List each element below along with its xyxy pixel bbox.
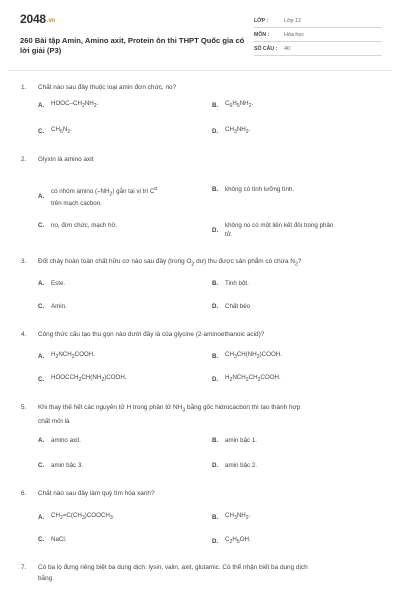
header-divider xyxy=(8,70,392,71)
option-key: A. xyxy=(38,101,45,109)
option-key: D. xyxy=(212,537,219,545)
option-key: C. xyxy=(38,375,45,383)
site-logo[interactable] xyxy=(20,12,55,26)
option-text: $HOOCCH_2CH(NH_2)COOH$. xyxy=(51,374,127,384)
option-text: HOOC–$CH_2NH_2$. xyxy=(51,100,99,110)
option-text: amin bậc 2. xyxy=(225,462,257,469)
answer-option-d[interactable] xyxy=(212,125,382,137)
option-text: NaCl. xyxy=(51,536,67,543)
question-text: Có ba lọ đựng riêng biệt ba dung dịch: lysin, valin, axit, glutamic. Có thể nhận biết ba dung dịch bằng xyxy=(38,564,308,582)
option-text: $C_6H_5NH_2$. xyxy=(225,100,254,110)
question-number: 4. xyxy=(21,331,27,338)
option-key: A. xyxy=(38,193,45,201)
question-number: 5. xyxy=(21,404,27,411)
option-text: Este. xyxy=(51,280,66,287)
option-text: no, đơn chức, mạch hở. xyxy=(51,222,118,229)
option-key: A. xyxy=(38,513,45,521)
answer-option-a[interactable] xyxy=(38,279,208,288)
meta-row-count xyxy=(254,42,382,56)
answer-option-a[interactable] xyxy=(38,350,208,362)
question-number: 3. xyxy=(21,258,27,265)
option-key: C. xyxy=(38,222,45,229)
answer-option-b[interactable] xyxy=(212,511,382,523)
option-key: D. xyxy=(212,375,219,383)
option-key: C. xyxy=(38,536,45,543)
answer-option-b[interactable] xyxy=(212,99,382,111)
answer-option-c[interactable] xyxy=(38,461,208,470)
meta-row-subject xyxy=(254,28,382,42)
answer-option-d[interactable] xyxy=(212,302,382,311)
answer-option-a[interactable] xyxy=(38,436,208,445)
answer-option-c[interactable] xyxy=(38,221,208,230)
option-text: $CH_3NH_2$. xyxy=(225,126,251,136)
question-number: 1. xyxy=(21,84,27,91)
option-text: Tinh bột. xyxy=(225,280,249,287)
meta-key: SỐ CÂU : xyxy=(254,45,278,52)
answer-option-c[interactable] xyxy=(38,373,208,385)
answer-option-d[interactable] xyxy=(212,373,382,385)
option-key: D. xyxy=(212,226,219,234)
option-key: B. xyxy=(212,437,219,444)
meta-value: Lớp 12 xyxy=(284,17,302,24)
option-key: D. xyxy=(212,462,219,469)
option-key: A. xyxy=(38,437,45,444)
option-text: amino axit. xyxy=(51,437,81,444)
option-text: có nhóm amino $(-NH_2)$ gắn tại vị trí $C^\alpha$ trên mạch cacbon. xyxy=(51,186,158,208)
option-text: Chất béo xyxy=(225,303,251,310)
logo-suffix: .vn xyxy=(46,18,55,24)
option-key: C. xyxy=(38,127,45,135)
answer-option-a[interactable] xyxy=(38,185,208,208)
option-key: A. xyxy=(38,352,45,360)
answer-option-c[interactable] xyxy=(38,125,208,137)
option-key: B. xyxy=(212,280,219,287)
meta-value: Hóa học xyxy=(284,31,305,38)
question-number: 2. xyxy=(21,156,27,163)
answer-option-c[interactable] xyxy=(38,302,208,311)
option-text: $H_2NCH_2COOH$. xyxy=(51,351,95,361)
option-key: C. xyxy=(38,462,45,469)
answer-option-a[interactable] xyxy=(38,99,208,111)
option-text: $CH_3CH(NH_2)COOH$. xyxy=(225,351,282,361)
answer-option-b[interactable] xyxy=(212,350,382,362)
option-text: Amin. xyxy=(51,303,67,310)
logo-text: 2048 xyxy=(20,12,46,26)
question-text: Chất nào sau đây làm quỳ tím hóa xanh? xyxy=(38,490,155,497)
question-text: Khi thay thế hết các nguyên tử H trong phân tử $NH_3$ bằng gốc hidrocacbon thì tạo thành hợp chất mới là xyxy=(38,404,301,426)
option-key: D. xyxy=(212,303,219,310)
option-key: B. xyxy=(212,352,219,360)
option-key: B. xyxy=(212,101,219,109)
question-text: Công thức cấu tạo thu gọn nào dưới đây là của glycine (2-aminoethanoic acid)? xyxy=(38,331,265,338)
meta-row-class xyxy=(254,14,382,28)
answer-option-b[interactable] xyxy=(212,279,382,288)
option-key: A. xyxy=(38,280,45,287)
answer-option-a[interactable] xyxy=(38,511,208,523)
answer-option-c[interactable] xyxy=(38,535,208,544)
option-text: $H_2NCH_2CH_2COOH$. xyxy=(225,374,281,384)
document-header xyxy=(18,10,384,66)
meta-key: MÔN : xyxy=(254,31,270,38)
meta-panel xyxy=(254,14,382,56)
option-text: $CH_2=C(CH_3)COOCH_3$. xyxy=(51,512,115,522)
option-text: $CH_6N_2$. xyxy=(51,126,72,136)
answer-option-d[interactable] xyxy=(212,461,382,470)
answer-option-b[interactable] xyxy=(212,185,382,194)
option-key: D. xyxy=(212,127,219,135)
option-text: $C_2H_5OH$. xyxy=(225,536,251,546)
document-title: 260 Bài tập Amin, Amino axit, Protein ôn thi THPT Quốc gia có lời giải (P3) xyxy=(20,36,245,55)
option-text: không no có một liên kết đôi trong phân tử. xyxy=(225,222,334,238)
answer-option-d[interactable] xyxy=(212,221,382,239)
answer-option-b[interactable] xyxy=(212,436,382,445)
question-number: 6. xyxy=(21,490,27,497)
answer-option-d[interactable] xyxy=(212,535,382,547)
option-key: C. xyxy=(38,303,45,310)
option-text: amin bậc 3. xyxy=(51,462,83,469)
meta-value: 40 xyxy=(284,45,290,52)
option-key: B. xyxy=(212,186,219,193)
question-text: Đốt cháy hoàn toàn chất hữu cơ nào sau đây (trong $O_2$ dư) thu được sản phẩm có chứa $N_2$? xyxy=(38,258,302,268)
question-text: Glyxin là amino axit xyxy=(38,156,94,163)
meta-key: LỚP : xyxy=(254,17,269,24)
option-text: $CH_3NH_2$. xyxy=(225,512,251,522)
question-text: Chất nào sau đây thuộc loại amin đơn chức, no? xyxy=(38,84,177,91)
question-number: 7. xyxy=(21,564,27,571)
option-text: không có tính lưỡng tính. xyxy=(225,186,295,193)
option-text: amin bậc 1. xyxy=(225,437,257,444)
option-key: B. xyxy=(212,513,219,521)
